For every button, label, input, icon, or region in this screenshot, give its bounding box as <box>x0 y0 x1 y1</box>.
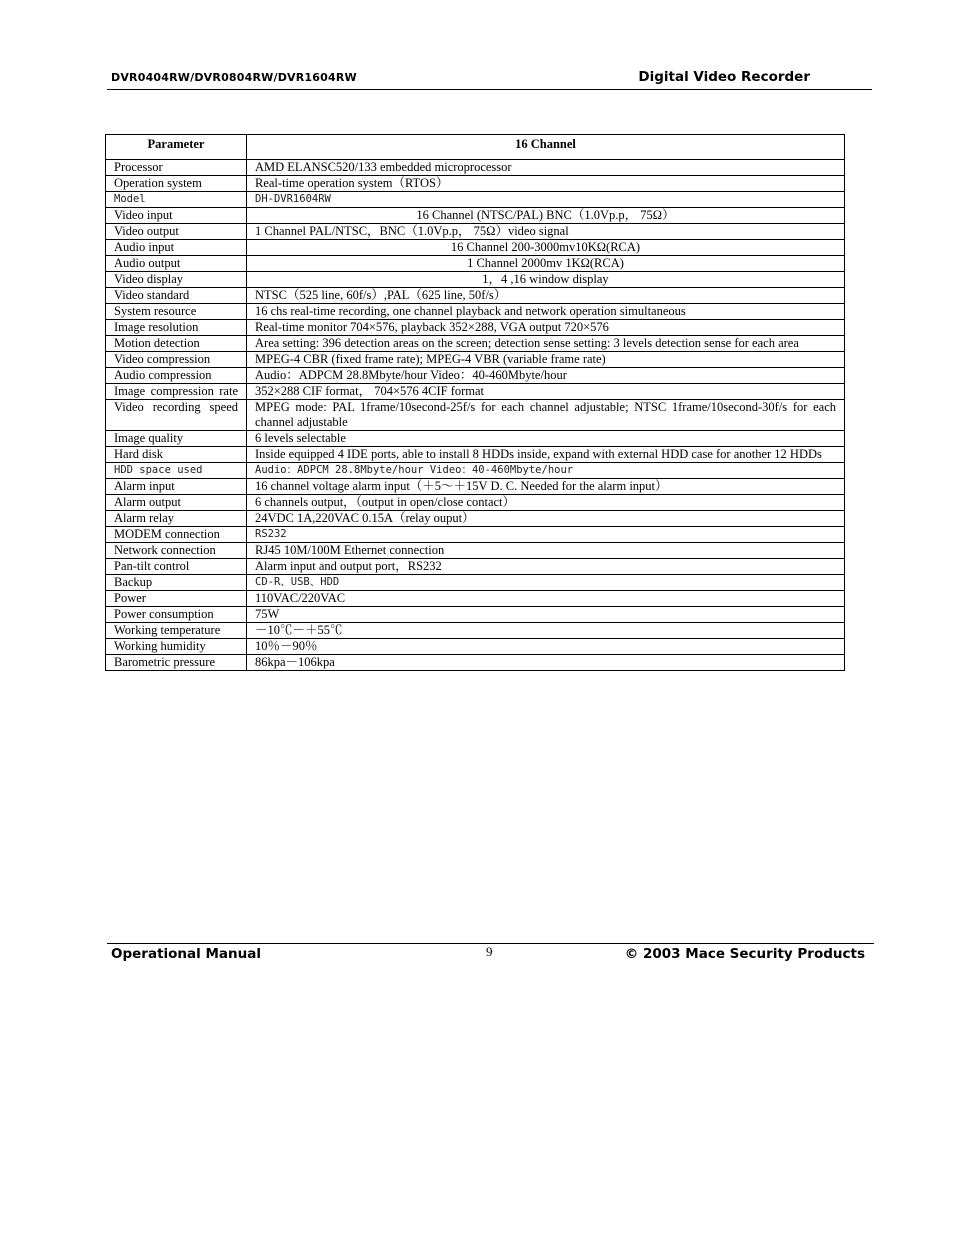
param-cell: HDD space used <box>106 463 247 479</box>
param-cell: Video input <box>106 208 247 224</box>
column-header-16-channel: 16 Channel <box>247 135 845 160</box>
param-cell: MODEM connection <box>106 527 247 543</box>
table-row <box>106 575 845 591</box>
param-cell: System resource <box>106 304 247 320</box>
param-cell: Alarm input <box>106 479 247 495</box>
param-cell: Video standard <box>106 288 247 304</box>
value-cell: 16 Channel (NTSC/PAL) BNC（1.0Vp.p， 75Ω） <box>247 208 845 224</box>
table-row <box>106 655 845 671</box>
param-cell: Image resolution <box>106 320 247 336</box>
value-cell: 86kpa－106kpa <box>247 655 845 671</box>
table-row <box>106 591 845 607</box>
value-cell: DH-DVR1604RW <box>247 192 845 208</box>
value-cell: 1，4 ,16 window display <box>247 272 845 288</box>
table-row <box>106 559 845 575</box>
footer-manual-title: Operational Manual <box>111 946 261 962</box>
table-header-row <box>106 135 845 160</box>
value-cell: 16 channel voltage alarm input（＋5～＋15V D. C. Needed for the alarm input） <box>247 479 845 495</box>
param-cell: Audio input <box>106 240 247 256</box>
param-cell: Video compression <box>106 352 247 368</box>
param-cell: Image quality <box>106 431 247 447</box>
table-row <box>106 400 845 431</box>
param-cell: Power consumption <box>106 607 247 623</box>
value-cell: RJ45 10M/100M Ethernet connection <box>247 543 845 559</box>
table-row <box>106 495 845 511</box>
param-cell: Power <box>106 591 247 607</box>
param-cell: Backup <box>106 575 247 591</box>
value-cell: 16 Channel 200-3000mv10KΩ(RCA) <box>247 240 845 256</box>
value-cell: MPEG-4 CBR (fixed frame rate); MPEG-4 VBR (variable frame rate) <box>247 352 845 368</box>
value-cell: Area setting: 396 detection areas on the screen; detection sense setting: 3 levels detection sense for each area <box>247 336 845 352</box>
value-cell: 352×288 CIF format， 704×576 4CIF format <box>247 384 845 400</box>
table-row <box>106 336 845 352</box>
param-cell: Model <box>106 192 247 208</box>
table-row <box>106 256 845 272</box>
value-cell: Real-time monitor 704×576, playback 352×288, VGA output 720×576 <box>247 320 845 336</box>
table-row <box>106 623 845 639</box>
param-cell: Operation system <box>106 176 247 192</box>
value-cell: 75W <box>247 607 845 623</box>
specification-table <box>105 134 845 671</box>
param-cell: Network connection <box>106 543 247 559</box>
table-row <box>106 176 845 192</box>
value-cell: CD-R、USB、HDD <box>247 575 845 591</box>
table-row <box>106 384 845 400</box>
value-cell: Audio：ADPCM 28.8Mbyte/hour Video：40-460Mbyte/hour <box>247 463 845 479</box>
table-row <box>106 304 845 320</box>
table-row <box>106 607 845 623</box>
header-title: Digital Video Recorder <box>638 69 810 85</box>
param-cell: Video output <box>106 224 247 240</box>
param-cell: Alarm output <box>106 495 247 511</box>
param-cell: Barometric pressure <box>106 655 247 671</box>
footer-copyright: © 2003 Mace Security Products <box>624 946 865 962</box>
value-cell: －10℃－＋55℃ <box>247 623 845 639</box>
value-cell: 110VAC/220VAC <box>247 591 845 607</box>
value-cell: 1 Channel PAL/NTSC，BNC（1.0Vp.p， 75Ω）video signal <box>247 224 845 240</box>
header-models: DVR0404RW/DVR0804RW/DVR1604RW <box>111 71 357 84</box>
value-cell: Audio：ADPCM 28.8Mbyte/hour Video：40-460Mbyte/hour <box>247 368 845 384</box>
value-cell: AMD ELANSC520/133 embedded microprocessor <box>247 160 845 176</box>
table-row <box>106 320 845 336</box>
param-cell: Processor <box>106 160 247 176</box>
value-cell: RS232 <box>247 527 845 543</box>
param-cell: Video display <box>106 272 247 288</box>
table-row <box>106 224 845 240</box>
header-divider <box>107 89 872 90</box>
value-cell: Alarm input and output port，RS232 <box>247 559 845 575</box>
table-row <box>106 240 845 256</box>
value-cell: NTSC（525 line, 60f/s）,PAL（625 line, 50f/s） <box>247 288 845 304</box>
param-cell: Audio output <box>106 256 247 272</box>
param-cell: Image compression rate <box>106 384 247 400</box>
value-cell: 6 channels output，（output in open/close contact） <box>247 495 845 511</box>
table-row <box>106 272 845 288</box>
table-row <box>106 463 845 479</box>
table-row <box>106 192 845 208</box>
table-row <box>106 447 845 463</box>
table-row <box>106 208 845 224</box>
value-cell: 10％－90％ <box>247 639 845 655</box>
value-cell: MPEG mode: PAL 1frame/10second-25f/s for each channel adjustable; NTSC 1frame/10second-30f/s for each channel adjustable <box>247 400 845 431</box>
table-row <box>106 543 845 559</box>
page-number: 9 <box>486 944 493 959</box>
param-cell: Motion detection <box>106 336 247 352</box>
value-cell: 24VDC 1A,220VAC 0.15A（relay ouput） <box>247 511 845 527</box>
table-row <box>106 368 845 384</box>
param-cell: Alarm relay <box>106 511 247 527</box>
table-row <box>106 527 845 543</box>
param-cell: Hard disk <box>106 447 247 463</box>
param-cell: Video recording speed <box>106 400 247 431</box>
value-cell: Inside equipped 4 IDE ports, able to install 8 HDDs inside, expand with external HDD case for another 12 HDDs <box>247 447 845 463</box>
param-cell: Audio compression <box>106 368 247 384</box>
value-cell: 1 Channel 2000mv 1KΩ(RCA) <box>247 256 845 272</box>
param-cell: Working humidity <box>106 639 247 655</box>
column-header-parameter: Parameter <box>106 135 247 160</box>
table-row <box>106 288 845 304</box>
value-cell: Real-time operation system（RTOS） <box>247 176 845 192</box>
table-row <box>106 352 845 368</box>
table-row <box>106 479 845 495</box>
table-row <box>106 431 845 447</box>
table-row <box>106 160 845 176</box>
value-cell: 6 levels selectable <box>247 431 845 447</box>
table-row <box>106 511 845 527</box>
param-cell: Pan-tilt control <box>106 559 247 575</box>
table-row <box>106 639 845 655</box>
param-cell: Working temperature <box>106 623 247 639</box>
value-cell: 16 chs real-time recording, one channel playback and network operation simultaneous <box>247 304 845 320</box>
